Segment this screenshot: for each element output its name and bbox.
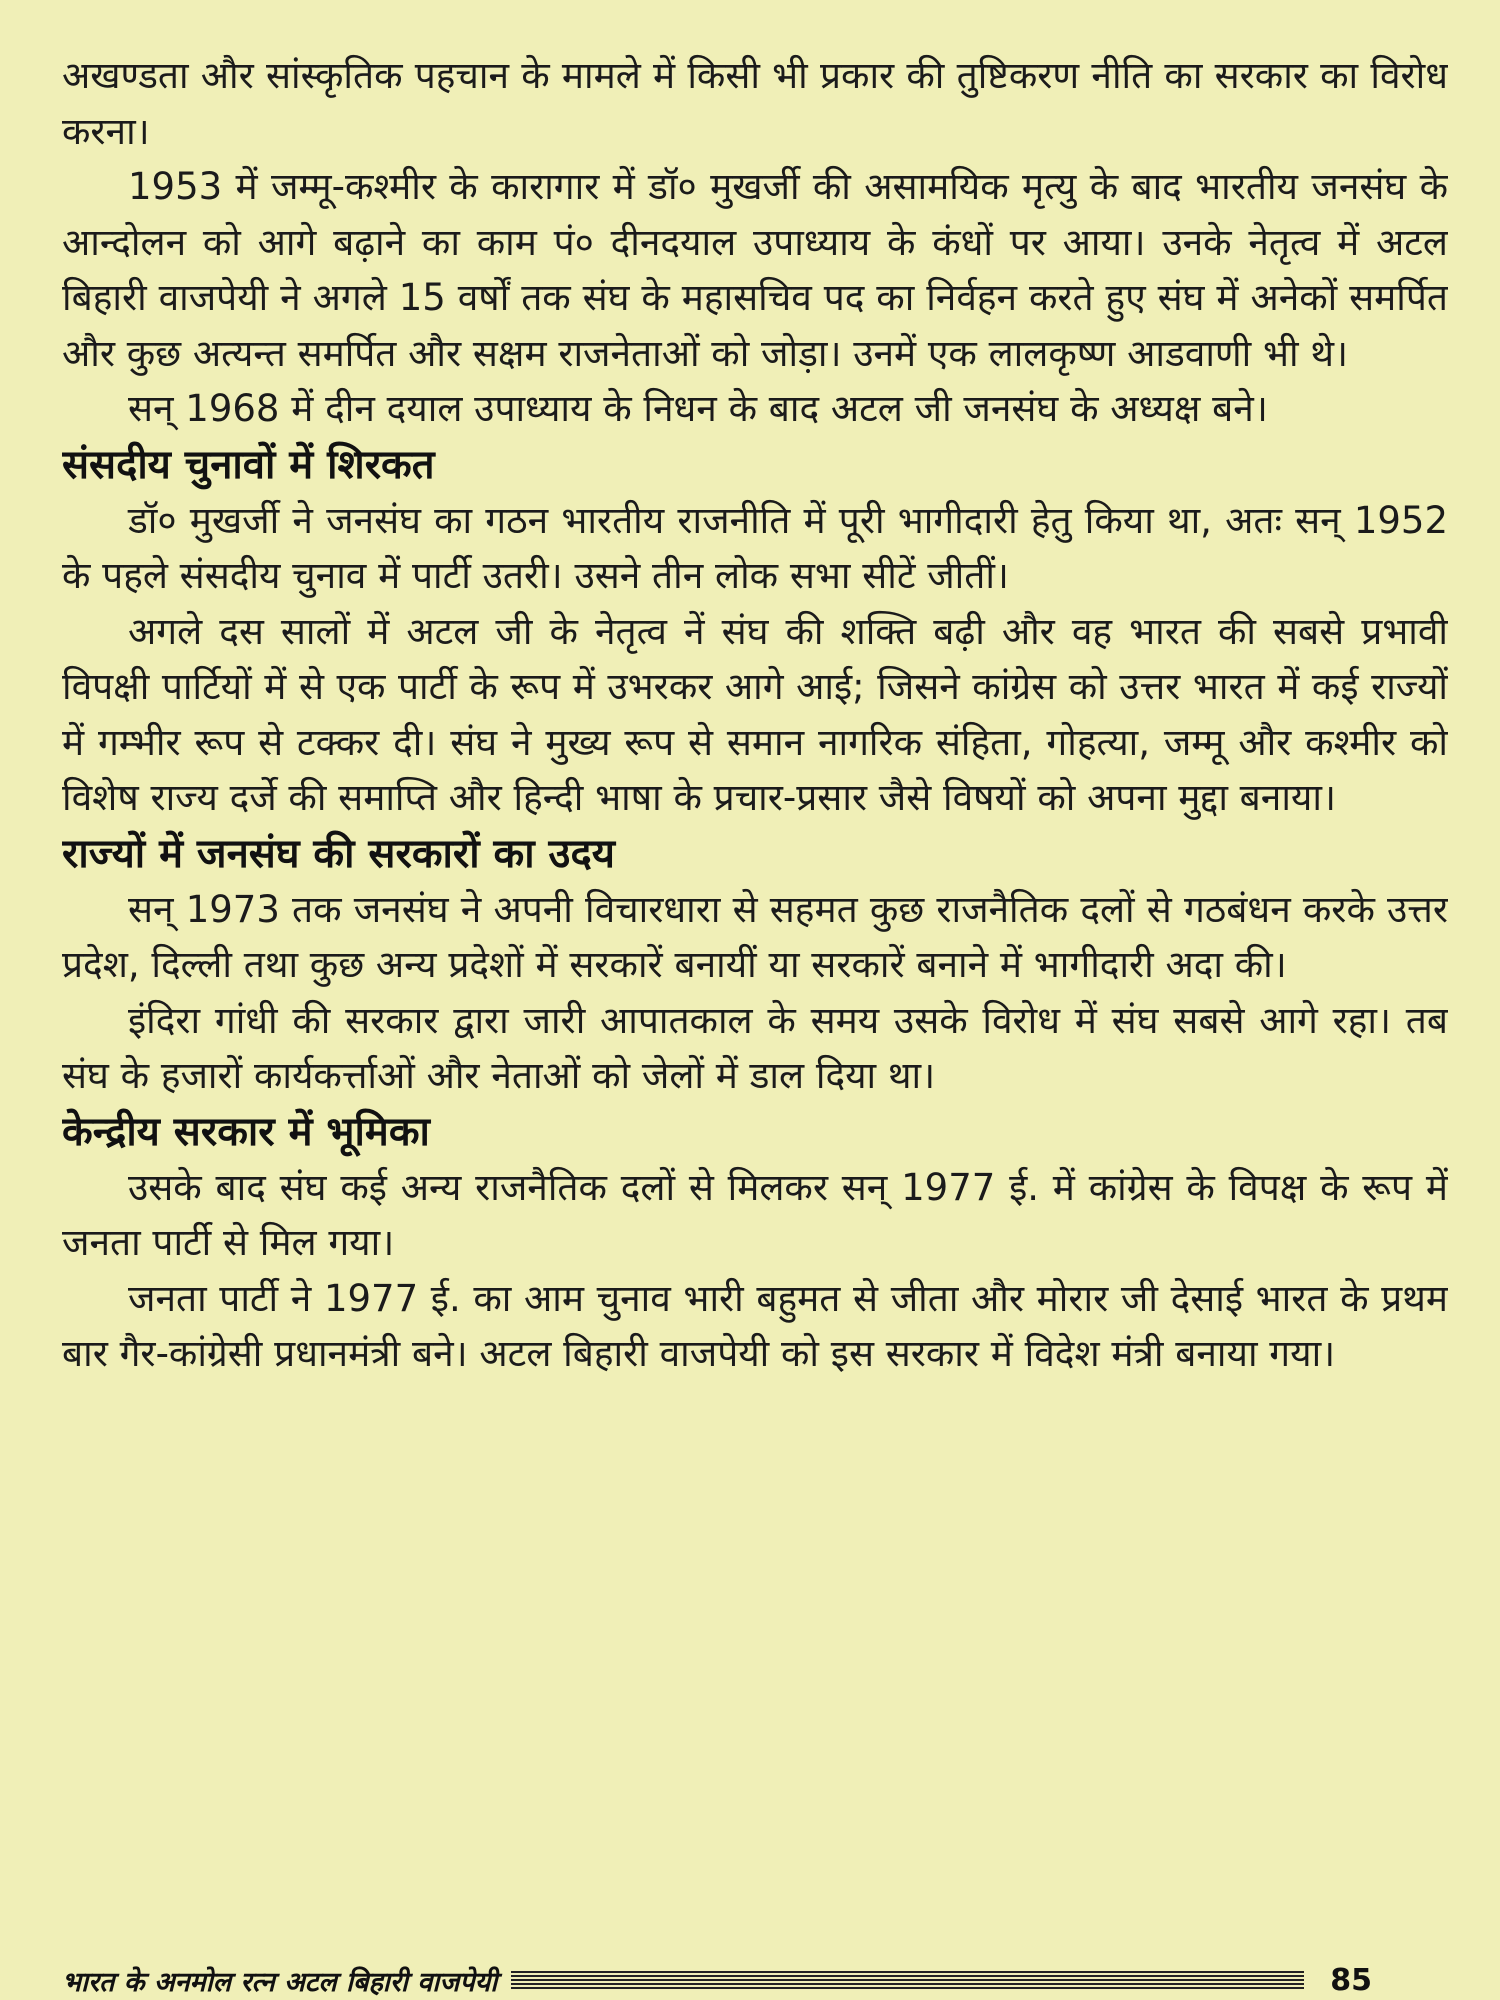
paragraph-6: सन् 1973 तक जनसंघ ने अपनी विचारधारा से सहमत कुछ राजनैतिक दलों से गठबंधन करके उत्तर प्रदेश, दिल्ली तथा कुछ अन्य प्रदेशों में सरकारें बनायीं या सरकारें बनाने में भागीदारी अदा की। xyxy=(62,887,1448,986)
section-heading-central-government: केन्द्रीय सरकार में भूमिका xyxy=(62,1108,430,1155)
paragraph-7: इंदिरा गांधी की सरकार द्वारा जारी आपातकाल के समय उसके विरोध में संघ सबसे आगे रहा। तब संघ के हजारों कार्यकर्त्ताओं और नेताओं को जेलों में डाल दिया था। xyxy=(62,998,1448,1097)
footer-rule-divider xyxy=(511,1971,1304,1989)
paragraph-4: डॉ० मुखर्जी ने जनसंघ का गठन भारतीय राजनीति में पूरी भागीदारी हेतु किया था, अतः सन् 1952 के पहले संसदीय चुनाव में पार्टी उतरी। उसने तीन लोक सभा सीटें जीतीं। xyxy=(62,498,1448,597)
paragraph-9: जनता पार्टी ने 1977 ई. का आम चुनाव भारी बहुमत से जीता और मोरार जी देसाई भारत के प्रथम बार गैर-कांग्रेसी प्रधानमंत्री बने। अटल बिहारी वाजपेयी को इस सरकार में विदेश मंत्री बनाया गया। xyxy=(62,1276,1448,1375)
paragraph-8: उसके बाद संघ कई अन्य राजनैतिक दलों से मिलकर सन् 1977 ई. में कांग्रेस के विपक्ष के रूप में जनता पार्टी से मिल गया। xyxy=(62,1165,1448,1264)
section-heading-state-governments: राज्यों में जनसंघ की सरकारों का उदय xyxy=(62,830,615,877)
page-body xyxy=(62,48,1448,1908)
paragraph-3: सन् 1968 में दीन दयाल उपाध्याय के निधन के बाद अटल जी जनसंघ के अध्यक्ष बने। xyxy=(128,387,1268,430)
section-heading-parliamentary-elections: संसदीय चुनावों में शिरकत xyxy=(62,441,435,488)
page-footer xyxy=(62,1960,1372,2000)
page-number: 85 xyxy=(1330,1962,1372,1998)
paragraph-5: अगले दस सालों में अटल जी के नेतृत्व नें संघ की शक्ति बढ़ी और वह भारत की सबसे प्रभावी विपक्षी पार्टियों में से एक पार्टी के रूप में उभरकर आगे आई; जिसने कांग्रेस को उत्तर भारत में कई राज्यों में गम्भीर रूप से टक्कर दी। संघ ने मुख्य रूप से समान नागरिक संहिता, गोहत्या, जम्मू और कश्मीर को विशेष राज्य दर्जे की समाप्ति और हिन्दी भाषा के प्रचार-प्रसार जैसे विषयों को अपना मुद्दा बनाया। xyxy=(62,609,1448,819)
paragraph-1: अखण्डता और सांस्कृतिक पहचान के मामले में किसी भी प्रकार की तुष्टिकरण नीति का सरकार का विरोध करना। xyxy=(62,54,1448,153)
paragraph-2: 1953 में जम्मू-कश्मीर के कारागार में डॉ० मुखर्जी की असामयिक मृत्यु के बाद भारतीय जनसंघ के आन्दोलन को आगे बढ़ाने का काम पं० दीनदयाल उपाध्याय के कंधों पर आया। उनके नेतृत्व में अटल बिहारी वाजपेयी ने अगले 15 वर्षों तक संघ के महासचिव पद का निर्वहन करते हुए संघ में अनेकों समर्पित और कुछ अत्यन्त समर्पित और सक्षम राजनेताओं को जोड़ा। उनमें एक लालकृष्ण आडवाणी भी थे। xyxy=(62,165,1448,375)
footer-book-title: भारत के अनमोल रत्न अटल बिहारी वाजपेयी xyxy=(62,1966,498,1998)
